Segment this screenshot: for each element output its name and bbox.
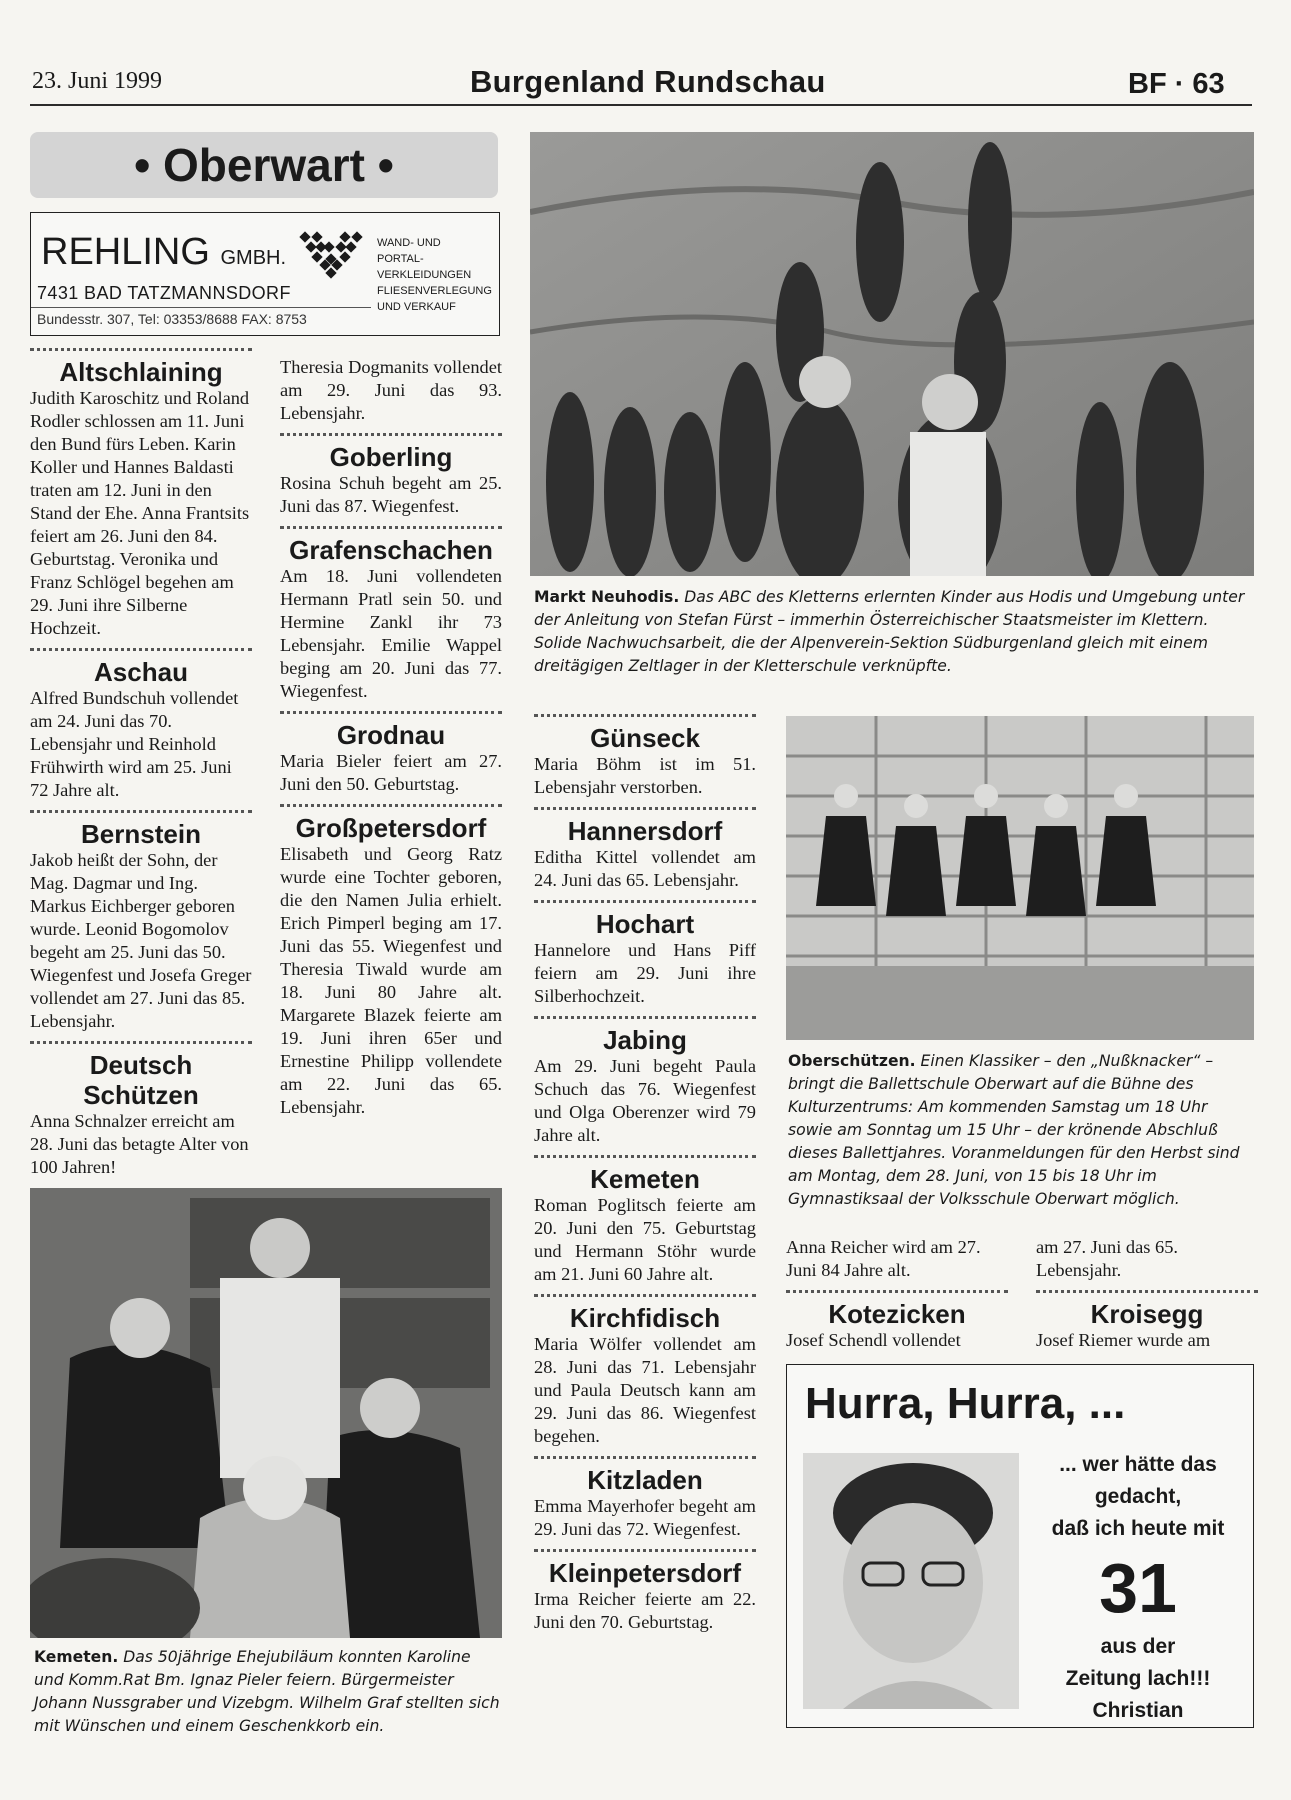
dotted-divider (280, 804, 502, 807)
place-heading: Kroisegg (1090, 1299, 1204, 1329)
notice-text: Anna Schnalzer erreicht am 28. Juni das betagte Alter von 100 Jahren! (30, 1111, 249, 1177)
caption-text: Einen Klassiker – den „Nußknacker“ – bringt die Ballettschule Oberwart auf die Bühne des Kulturzentrums: Am kommenden Samstag um 18 Uhr sowie am Sonntag um 15 Uhr – der krönende Abschluß dieses Ballettjahres. Voranmeldungen für den Herbst sind am Montag, dem 28. Juni, von 15 bis 18 Uhr im Gymnastiksaal der Volksschule Oberwart möglich. (788, 1052, 1240, 1208)
place-heading: Goberling (329, 442, 453, 472)
notice-text: Elisabeth und Georg Ratz wurde eine Tochter geboren, die den Namen Julia erhielt. Erich Pimperl beging am 17. Juni das 55. Wiegenfest und Theresia Tiwald wurde am 18. Juni 80 Jahre alt. Margarete Blazek feierte am 19. Juni ihren 65er und Ernestine Philipp vollendete am 22. Juni das 65. Lebensjahr. (280, 844, 502, 1117)
page-number: BF · 63 (1128, 68, 1225, 100)
place-heading: Günseck (590, 723, 700, 753)
place-heading: Jabing (603, 1025, 687, 1055)
notice-text: Jakob heißt der Sohn, der Mag. Dagmar und Ing. Markus Eichberger geboren wurde. Leonid Bogomolov begeht am 25. Juni das 50. Wiegenfest und Josefa Greger vollendet am 27. Juni das 85. Lebensjahr. (30, 850, 252, 1031)
notice-column-2 (280, 356, 502, 1119)
dotted-divider (280, 433, 502, 436)
ad-service-line: WAND- UND (377, 237, 441, 249)
notice-text: Roman Poglitsch feierte am 20. Juni den 75. Geburtstag und Hermann Stöhr wurde am 21. Juni 60 Jahre alt. (534, 1195, 756, 1284)
dotted-divider (1036, 1290, 1258, 1293)
place-heading: Aschau (94, 657, 188, 687)
place-heading: Großpetersdorf (295, 813, 487, 843)
notice-text: Judith Karoschitz und Roland Rodler schlossen am 11. Juni den Bund fürs Leben. Karin Koller und Hannes Baldasti traten am 12. Juni in den Stand der Ehe. Anna Frantsits feiert am 26. Juni den 84. Geburtstag. Veronika und Franz Schlögel begehen am 29. Juni ihre Silberne Hochzeit. (30, 388, 250, 638)
caption-text: Das 50jährige Ehejubiläum konnten Karoline und Komm.Rat Bm. Ignaz Pieler feiern. Bürgermeister Johann Nussgraber und Vizebgm. Wilhelm Graf stellten sich mit Wünschen und einem Geschenkkorb ein. (34, 1648, 500, 1735)
diamond-logo-icon (299, 229, 363, 286)
notice-text: Emma Mayerhofer begeht am 29. Juni das 72. Wiegenfest. (534, 1496, 756, 1539)
ad-service-line: UND VERKAUF (377, 301, 456, 313)
caption-lead: Kemeten. (34, 1648, 119, 1666)
dotted-divider (280, 526, 502, 529)
dotted-divider (534, 714, 756, 717)
notice-text: Rosina Schuh begeht am 25. Juni das 87. Wiegenfest. (280, 473, 502, 516)
newspaper-title: Burgenland Rundschau (470, 64, 826, 99)
notice-text: Am 29. Juni begeht Paula Schuch das 76. Wiegenfest und Olga Oberenzer wird 79 Jahre alt. (534, 1056, 756, 1145)
dotted-divider (30, 1041, 252, 1044)
climbing-caption (534, 586, 1254, 678)
issue-date: 23. Juni 1999 (32, 68, 163, 94)
caption-text: Das ABC des Kletterns erlernten Kinder aus Hodis und Umgebung unter der Anleitung von Stefan Fürst – immerhin Österreichischer Staatsmeister im Klettern. Solide Nachwuchsarbeit, die der Alpenverein-Sektion Südburgenland gleich mit einem dreitägigen Zeltlager in der Kletterschule verknüpfte. (534, 588, 1245, 675)
ad-company-suffix: GMBH. (220, 247, 287, 269)
ad-service-line: PORTAL- (377, 253, 424, 265)
ad-service-line: VERKLEIDUNGEN (377, 269, 472, 281)
dotted-divider (534, 1016, 756, 1019)
couple-photo (30, 1188, 502, 1638)
place-heading: Bernstein (81, 819, 201, 849)
dotted-divider (280, 711, 502, 714)
couple-caption (34, 1646, 504, 1738)
place-heading: Hannersdorf (567, 816, 723, 846)
birthday-portrait (803, 1453, 1019, 1709)
section-banner: • Oberwart • (30, 132, 498, 198)
place-heading: Altschlaining (59, 357, 223, 387)
place-heading: Kirchfidisch (569, 1303, 721, 1333)
place-heading: Deutsch Schützen (83, 1050, 199, 1110)
notice-text: Josef Riemer wurde am (1036, 1330, 1211, 1350)
ballet-photo (786, 716, 1254, 1040)
notice-text: Irma Reicher feierte am 22. Juni den 70. Geburtstag. (534, 1589, 756, 1632)
ad-divider (31, 307, 371, 308)
notice-text: Maria Bieler feiert am 27. Juni den 50. Geburtstag. (280, 751, 502, 794)
notice-text: Hannelore und Hans Piff feiern am 29. Juni ihre Silberhochzeit. (534, 940, 756, 1006)
ad-address: Bundesstr. 307, Tel: 03353/8688 FAX: 8753 (37, 311, 307, 327)
birthday-ad (786, 1364, 1254, 1728)
place-heading: Hochart (595, 909, 695, 939)
caption-lead: Oberschützen. (788, 1052, 916, 1070)
dotted-divider (30, 810, 252, 813)
birthday-ad-message (1027, 1449, 1249, 1727)
notice-text: Theresia Dogmanits vollendet am 29. Juni das 93. Lebensjahr. (280, 357, 502, 423)
climbing-photo (530, 132, 1254, 576)
place-heading: Kleinpetersdorf (548, 1558, 742, 1588)
notice-column-3 (534, 706, 756, 1634)
dotted-divider (534, 1155, 756, 1158)
dotted-divider (30, 348, 252, 351)
birthday-line: gedacht, (1094, 1485, 1182, 1508)
dotted-divider (534, 1294, 756, 1297)
notice-column-1 (30, 340, 252, 1179)
ad-service-line: FLIESENVERLEGUNG (377, 285, 492, 297)
rehling-ad (30, 212, 500, 336)
birthday-line: ... wer hätte das (1059, 1453, 1217, 1476)
dotted-divider (534, 1456, 756, 1459)
notice-text: Anna Reicher wird am 27. Juni 84 Jahre alt. (786, 1237, 981, 1280)
birthday-line: Christian (1092, 1699, 1184, 1722)
notice-text: Maria Böhm ist im 51. Lebensjahr verstorben. (534, 754, 756, 797)
place-heading: Grafenschachen (289, 535, 493, 565)
notice-text: Editha Kittel vollendet am 24. Juni das 65. Lebensjahr. (534, 847, 756, 890)
ad-company-name (41, 231, 286, 274)
birthday-age: 31 (1099, 1549, 1177, 1627)
place-heading: Grodnau (336, 720, 446, 750)
ad-company-title: REHLING (41, 231, 210, 273)
notice-text: Maria Wölfer vollendet am 28. Juni das 71. Lebensjahr und Paula Deutsch kann am 29. Juni das 86. Wiegenfest begehen. (534, 1334, 756, 1446)
notice-text: Am 18. Juni vollendeten Hermann Pratl sein 50. und Hermine Zankl ihr 73 Lebensjahr. Emilie Wappel beging am 20. Juni das 77. Wiegenfest. (280, 566, 502, 701)
birthday-line: Zeitung lach!!! (1065, 1667, 1211, 1690)
notice-text: am 27. Juni das 65. Lebensjahr. (1036, 1237, 1179, 1280)
birthday-line: daß ich heute mit (1051, 1517, 1225, 1540)
place-heading: Kotezicken (828, 1299, 966, 1329)
birthday-ad-title: Hurra, Hurra, ... (805, 1379, 1126, 1428)
dotted-divider (786, 1290, 1008, 1293)
ballet-caption (788, 1050, 1254, 1211)
ad-services (377, 235, 499, 315)
birthday-line: aus der (1100, 1635, 1176, 1658)
notice-column-4 (786, 1236, 1008, 1352)
dotted-divider (534, 807, 756, 810)
header-rule (30, 104, 1252, 106)
notice-text: Josef Schendl vollendet (786, 1330, 961, 1350)
caption-lead: Markt Neuhodis. (534, 588, 680, 606)
dotted-divider (534, 1549, 756, 1552)
ad-city: 7431 BAD TATZMANNSDORF (37, 283, 291, 303)
notice-column-5 (1036, 1236, 1258, 1352)
notice-text: Alfred Bundschuh vollendet am 24. Juni das 70. Lebensjahr und Reinhold Frühwirth wird am 25. Juni 72 Jahre alt. (30, 688, 239, 800)
dotted-divider (30, 648, 252, 651)
place-heading: Kemeten (590, 1164, 700, 1194)
place-heading: Kitzladen (587, 1465, 703, 1495)
dotted-divider (534, 900, 756, 903)
